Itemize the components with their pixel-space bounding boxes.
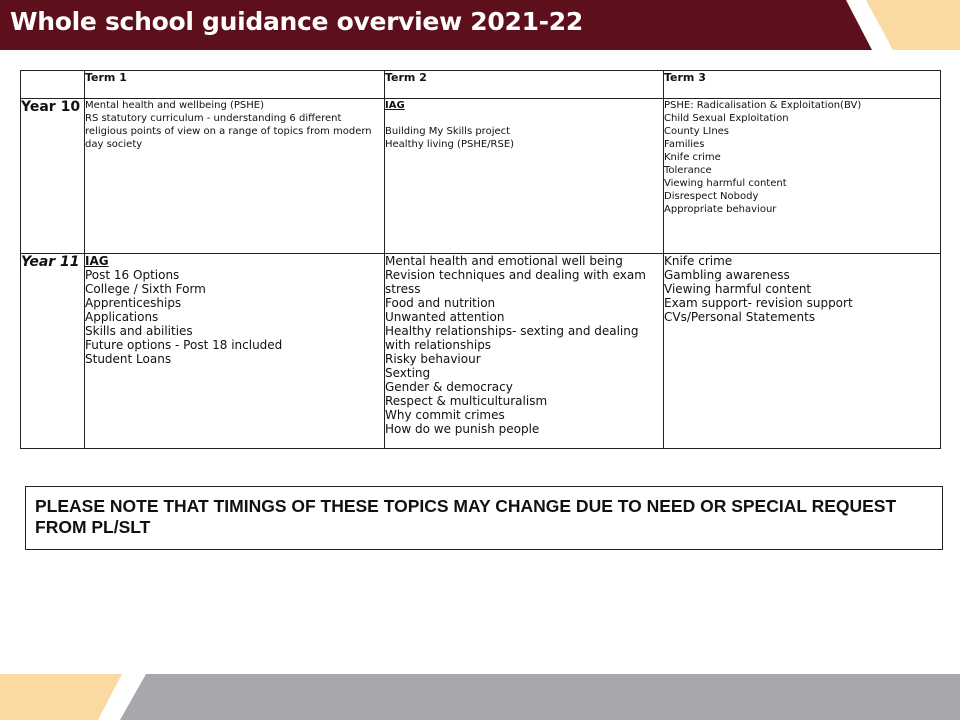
list-item: Applications: [85, 310, 159, 324]
list-item: How do we punish people: [385, 422, 540, 436]
list-item: Mental health and wellbeing (PSHE): [85, 100, 264, 111]
title-bar: [0, 0, 960, 50]
table-row-year-10: [21, 99, 941, 254]
timing-notice: PLEASE NOTE THAT TIMINGS OF THESE TOPICS MAY CHANGE DUE TO NEED OR SPECIAL REQUEST FROM PL/SLT: [25, 486, 943, 550]
year-10-label: Year 10: [21, 99, 85, 254]
page-title: Whole school guidance overview 2021-22: [10, 7, 583, 36]
list-item: Knife crime: [664, 254, 733, 268]
footer-accent: [0, 674, 122, 720]
list-item: Food and nutrition: [385, 296, 496, 310]
list-item: Building My Skills project: [385, 126, 511, 137]
list-item: Healthy living (PSHE/RSE): [385, 139, 515, 150]
list-item: Student Loans: [85, 352, 172, 366]
list-item: Apprenticeships: [85, 296, 182, 310]
list-item: Healthy relationships- sexting and dealing with relationships: [385, 324, 639, 352]
term-3-header: Term 3: [664, 71, 941, 99]
list-item: Unwanted attention: [385, 310, 505, 324]
list-item: County LInes: [664, 126, 730, 137]
year-11-term-3: [664, 254, 941, 449]
year-11-term-2: [385, 254, 664, 449]
list-item: Exam support- revision support: [664, 296, 853, 310]
list-item: Viewing harmful content: [664, 282, 812, 296]
list-item: Disrespect Nobody: [664, 191, 759, 202]
list-item: Why commit crimes: [385, 408, 505, 422]
year-11-label: Year 11: [21, 254, 85, 449]
footer-bar: [120, 674, 960, 720]
iag-heading: IAG: [85, 254, 109, 268]
iag-heading: IAG: [385, 100, 405, 111]
list-item: Appropriate behaviour: [664, 204, 777, 215]
table-header-row: [21, 71, 941, 99]
year-11-term-1: [85, 254, 385, 449]
list-item: CVs/Personal Statements: [664, 310, 816, 324]
list-item: Mental health and emotional well being: [385, 254, 623, 268]
footer-banner-graphic: [0, 674, 960, 720]
list-item: Tolerance: [664, 165, 712, 176]
list-item: Respect & multiculturalism: [385, 394, 548, 408]
list-item: Post 16 Options: [85, 268, 180, 282]
term-2-header: Term 2: [385, 71, 664, 99]
list-item: Gender & democracy: [385, 380, 513, 394]
list-item: Risky behaviour: [385, 352, 481, 366]
list-item: PSHE: Radicalisation & Exploitation(BV): [664, 100, 862, 111]
table-row-year-11: [21, 254, 941, 449]
list-item: Future options - Post 18 included: [85, 338, 283, 352]
list-item: Families: [664, 139, 705, 150]
list-item: Skills and abilities: [85, 324, 193, 338]
list-item: Revision techniques and dealing with exam stress: [385, 268, 646, 296]
list-item: College / Sixth Form: [85, 282, 206, 296]
list-item: Sexting: [385, 366, 431, 380]
year-10-term-1: [85, 99, 385, 254]
term-1-header: Term 1: [85, 71, 385, 99]
list-item: RS statutory curriculum - understanding 6 different religious points of view on a range of topics from modern day society: [85, 113, 372, 150]
guidance-table: [20, 70, 941, 449]
list-item: Gambling awareness: [664, 268, 790, 282]
footer-banner: [0, 674, 960, 720]
year-10-term-2: [385, 99, 664, 254]
list-item: Child Sexual Exploitation: [664, 113, 789, 124]
header-corner-cell: [21, 71, 85, 99]
list-item: Knife crime: [664, 152, 721, 163]
list-item: Viewing harmful content: [664, 178, 787, 189]
year-10-term-3: [664, 99, 941, 254]
